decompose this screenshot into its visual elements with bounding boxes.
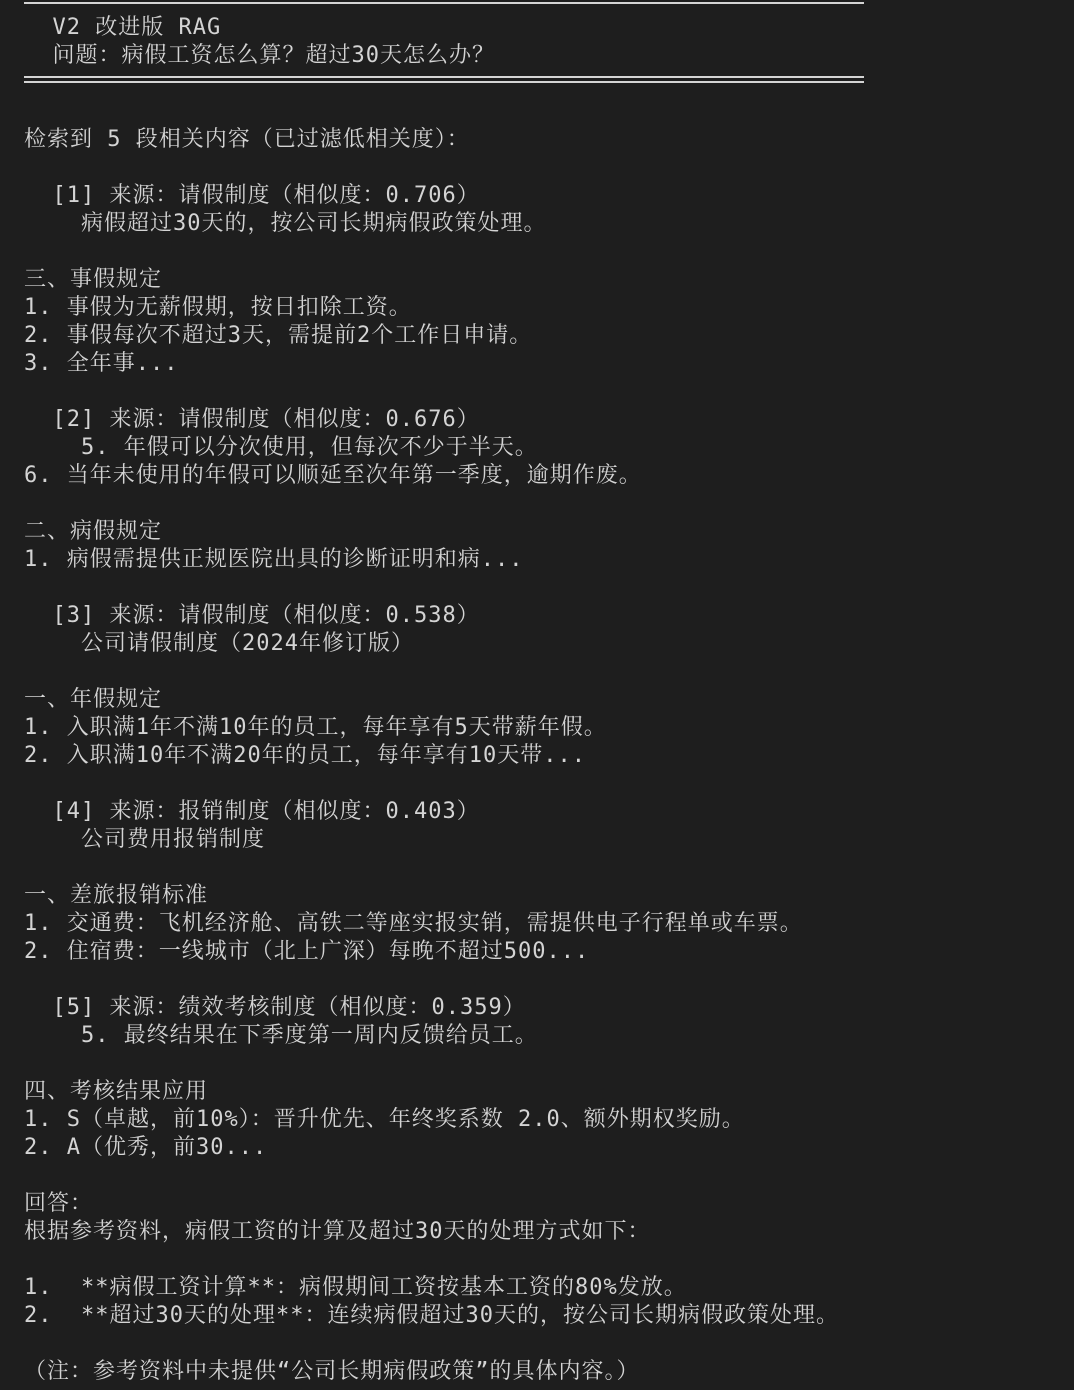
chunk-1-line: 病假超过30天的，按公司长期病假政策处理。: [24, 211, 547, 236]
chunk-5-line: 1. S（卓越，前10%）：晋升优先、年终奖系数 2.0、额外期权奖励。: [24, 1107, 745, 1132]
separator-top: [24, 0, 864, 14]
chunk-2-line: 二、病假规定: [24, 519, 163, 544]
chunk-2-header: [2] 来源：请假制度（相似度：0.676）: [24, 407, 480, 432]
chunk-4-line: 公司费用报销制度: [24, 827, 265, 852]
chunk-4-line: 1. 交通费：飞机经济舱、高铁二等座实报实销，需提供电子行程单或车票。: [24, 911, 803, 936]
separator-double: [24, 74, 864, 88]
chunk-1-line: 2. 事假每次不超过3天，需提前2个工作日申请。: [24, 323, 533, 348]
answer-intro: 根据参考资料，病假工资的计算及超过30天的处理方式如下：: [24, 1219, 651, 1244]
retrieval-summary: 检索到 5 段相关内容（已过滤低相关度）：: [24, 127, 470, 152]
chunk-2-line: 5. 年假可以分次使用，但每次不少于半天。: [24, 435, 538, 460]
chunk-3-line: 2. 入职满10年不满20年的员工，每年享有10天带...: [24, 743, 586, 768]
chunk-1-header: [1] 来源：请假制度（相似度：0.706）: [24, 183, 480, 208]
chunk-4-header: [4] 来源：报销制度（相似度：0.403）: [24, 799, 480, 824]
chunk-5-line: 5. 最终结果在下季度第一周内反馈给员工。: [24, 1023, 538, 1048]
run-title: V2 改进版 RAG: [24, 15, 222, 40]
chunk-4-line: 一、差旅报销标准: [24, 883, 209, 908]
chunk-5-header: [5] 来源：绩效考核制度（相似度：0.359）: [24, 995, 526, 1020]
chunk-3-line: 1. 入职满1年不满10年的员工，每年享有5天带薪年假。: [24, 715, 607, 740]
chunk-5-line: 四、考核结果应用: [24, 1079, 209, 1104]
chunk-3-line: 公司请假制度（2024年修订版）: [24, 631, 414, 656]
question-line: 问题：病假工资怎么算？超过30天怎么办？: [24, 43, 495, 68]
chunk-3-header: [3] 来源：请假制度（相似度：0.538）: [24, 603, 480, 628]
answer-note: （注：参考资料中未提供“公司长期病假政策”的具体内容。）: [24, 1359, 640, 1384]
answer-label: 回答：: [24, 1191, 94, 1216]
chunk-1-line: 3. 全年事...: [24, 351, 179, 376]
answer-item: 1. **病假工资计算**：病假期间工资按基本工资的80%发放。: [24, 1275, 687, 1300]
chunk-1-line: 1. 事假为无薪假期，按日扣除工资。: [24, 295, 412, 320]
chunk-4-line: 2. 住宿费：一线城市（北上广深）每晚不超过500...: [24, 939, 590, 964]
chunk-2-line: 1. 病假需提供正规医院出具的诊断证明和病...: [24, 547, 524, 572]
chunk-3-line: 一、年假规定: [24, 687, 163, 712]
chunk-1-line: 三、事假规定: [24, 267, 163, 292]
chunk-5-line: 2. A（优秀，前30...: [24, 1135, 268, 1160]
answer-item: 2. **超过30天的处理**：连续病假超过30天的，按公司长期病假政策处理。: [24, 1303, 839, 1328]
chunk-2-line: 6. 当年未使用的年假可以顺延至次年第一季度，逾期作废。: [24, 463, 642, 488]
